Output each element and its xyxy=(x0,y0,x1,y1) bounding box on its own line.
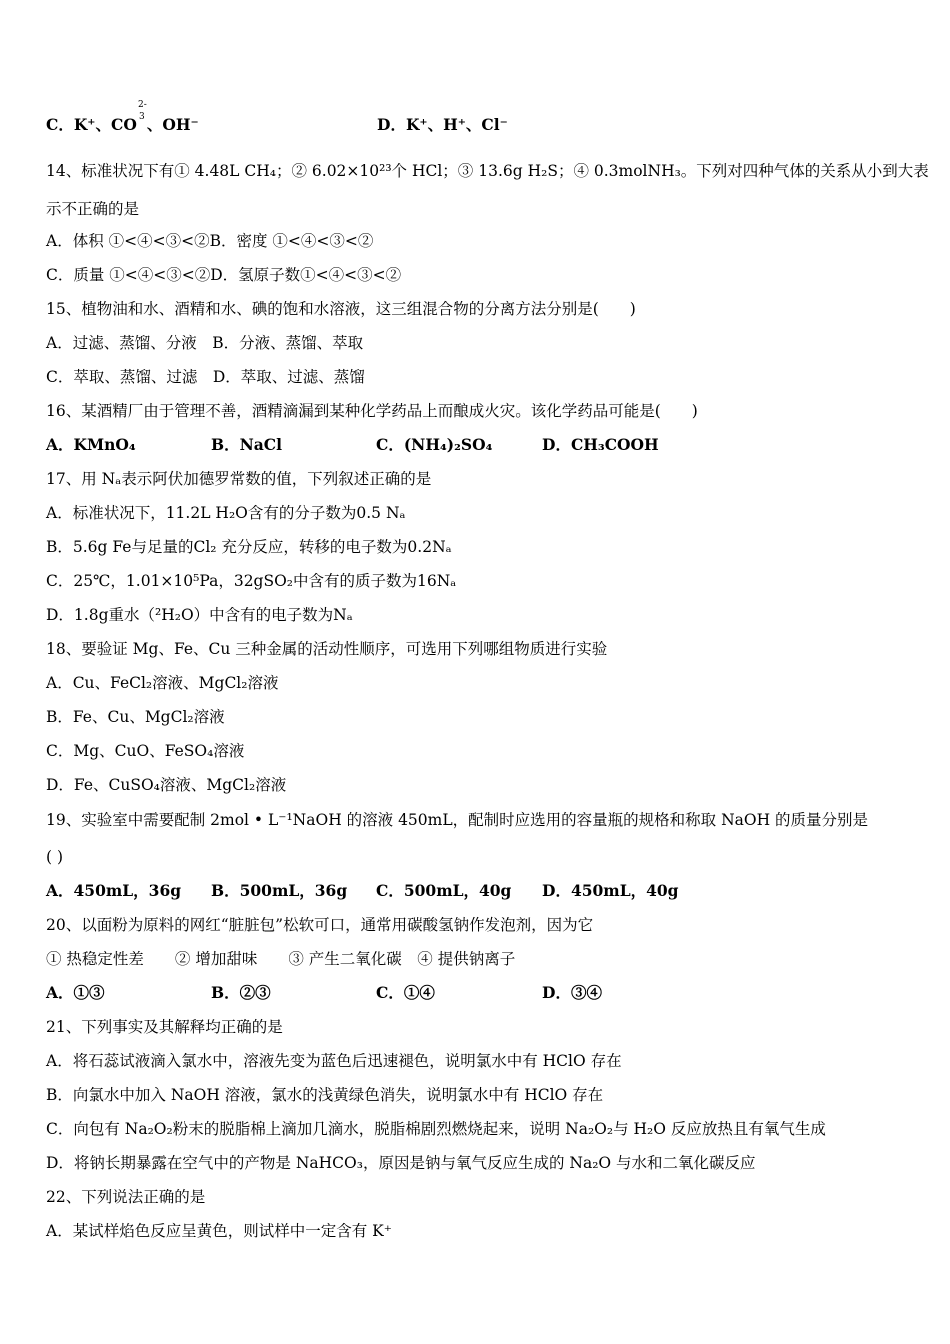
q14-stem-line2: 示不正确的是 xyxy=(46,200,140,218)
q18-option-c: C．Mg、CuO、FeSO₄溶液 xyxy=(46,742,245,760)
q19-options xyxy=(46,880,910,902)
q18-option-b: B．Fe、Cu、MgCl₂溶液 xyxy=(46,708,225,726)
q17-option-a: A．标准状况下，11.2L H₂O含有的分子数为0.5 Nₐ xyxy=(46,504,406,522)
q19-option-a: A．450mL，36g xyxy=(46,881,182,900)
q16-option-b: B．NaCl xyxy=(211,435,283,454)
q19-stem-line2: ( ) xyxy=(46,848,64,866)
q17-option-c: C．25℃，1.01×10⁵Pa，32gSO₂中含有的质子数为16Nₐ xyxy=(46,572,457,590)
q20-options xyxy=(46,982,910,1004)
q13-option-c: C．K⁺、CO 2- 3 、OH⁻ xyxy=(46,100,199,134)
q20-items: ① 热稳定性差 ② 增加甜味 ③ 产生二氧化碳 ④ 提供钠离子 xyxy=(46,950,516,968)
q18-stem: 18、要验证 Mg、Fe、Cu 三种金属的活动性顺序，可选用下列哪组物质进行实验 xyxy=(46,640,608,658)
q15-stem: 15、植物油和水、酒精和水、碘的饱和水溶液，这三组混合物的分离方法分别是( ) xyxy=(46,300,636,318)
q20-option-c: C．①④ xyxy=(376,983,435,1002)
q21-option-d: D．将钠长期暴露在空气中的产物是 NaHCO₃，原因是钠与氧气反应生成的 Na₂O 与水和二氧化碳反应 xyxy=(46,1154,756,1172)
q14-options-cd: C．质量 ①<④<③<②D．氢原子数①<④<③<② xyxy=(46,266,402,284)
q13-options xyxy=(46,100,910,136)
q18-option-a: A．Cu、FeCl₂溶液、MgCl₂溶液 xyxy=(46,674,279,692)
q17-stem: 17、用 Nₐ表示阿伏加德罗常数的值，下列叙述正确的是 xyxy=(46,470,432,488)
q22-stem: 22、下列说法正确的是 xyxy=(46,1188,206,1206)
q20-option-b: B．②③ xyxy=(211,983,271,1002)
q17-option-d: D．1.8g重水（²H₂O）中含有的电子数为Nₐ xyxy=(46,606,353,624)
q21-option-c: C．向包有 Na₂O₂粉末的脱脂棉上滴加几滴水，脱脂棉剧烈燃烧起来，说明 Na₂O₂与 H₂O 反应放热且有氧气生成 xyxy=(46,1120,826,1138)
q20-option-d: D．③④ xyxy=(542,983,602,1002)
q16-option-d: D．CH₃COOH xyxy=(542,435,659,454)
q22-option-a: A．某试样焰色反应呈黄色，则试样中一定含有 K⁺ xyxy=(46,1222,392,1240)
q16-options xyxy=(46,434,910,456)
q21-option-b: B．向氯水中加入 NaOH 溶液，氯水的浅黄绿色消失，说明氯水中有 HClO 存在 xyxy=(46,1086,604,1104)
q13-option-d: D．K⁺、H⁺、Cl⁻ xyxy=(377,115,508,134)
q14-stem-line1: 14、标准状况下有① 4.48L CH₄；② 6.02×10²³个 HCl；③ 13.6g H₂S；④ 0.3molNH₃。下列对四种气体的关系从小到大表 xyxy=(46,162,929,180)
q19-option-c: C．500mL，40g xyxy=(376,881,512,900)
q18-option-d: D．Fe、CuSO₄溶液、MgCl₂溶液 xyxy=(46,776,287,794)
q15-options-ab: A．过滤、蒸馏、分液 B．分液、蒸馏、萃取 xyxy=(46,334,364,352)
q21-stem: 21、下列事实及其解释均正确的是 xyxy=(46,1018,283,1036)
q20-stem: 20、以面粉为原料的网红“脏脏包”松软可口，通常用碳酸氢钠作发泡剂，因为它 xyxy=(46,916,594,934)
q15-options-cd: C．萃取、蒸馏、过滤 D．萃取、过滤、蒸馏 xyxy=(46,368,365,386)
q20-option-a: A．①③ xyxy=(46,983,105,1002)
q19-stem-line1: 19、实验室中需要配制 2mol • L⁻¹NaOH 的溶液 450mL，配制时应选用的容量瓶的规格和称取 NaOH 的质量分别是 xyxy=(46,811,869,829)
q19-option-b: B．500mL，36g xyxy=(211,881,348,900)
q17-option-b: B．5.6g Fe与足量的Cl₂ 充分反应，转移的电子数为0.2Nₐ xyxy=(46,538,452,556)
q16-stem: 16、某酒精厂由于管理不善，酒精滴漏到某种化学药品上而酿成火灾。该化学药品可能是( ) xyxy=(46,402,698,420)
q16-option-c: C．(NH₄)₂SO₄ xyxy=(376,435,493,454)
q19-option-d: D．450mL，40g xyxy=(542,881,679,900)
q21-option-a: A．将石蕊试液滴入氯水中，溶液先变为蓝色后迅速褪色，说明氯水中有 HClO 存在 xyxy=(46,1052,622,1070)
q16-option-a: A．KMnO₄ xyxy=(46,435,136,454)
q14-options-ab: A．体积 ①<④<③<②B．密度 ①<④<③<② xyxy=(46,232,374,250)
